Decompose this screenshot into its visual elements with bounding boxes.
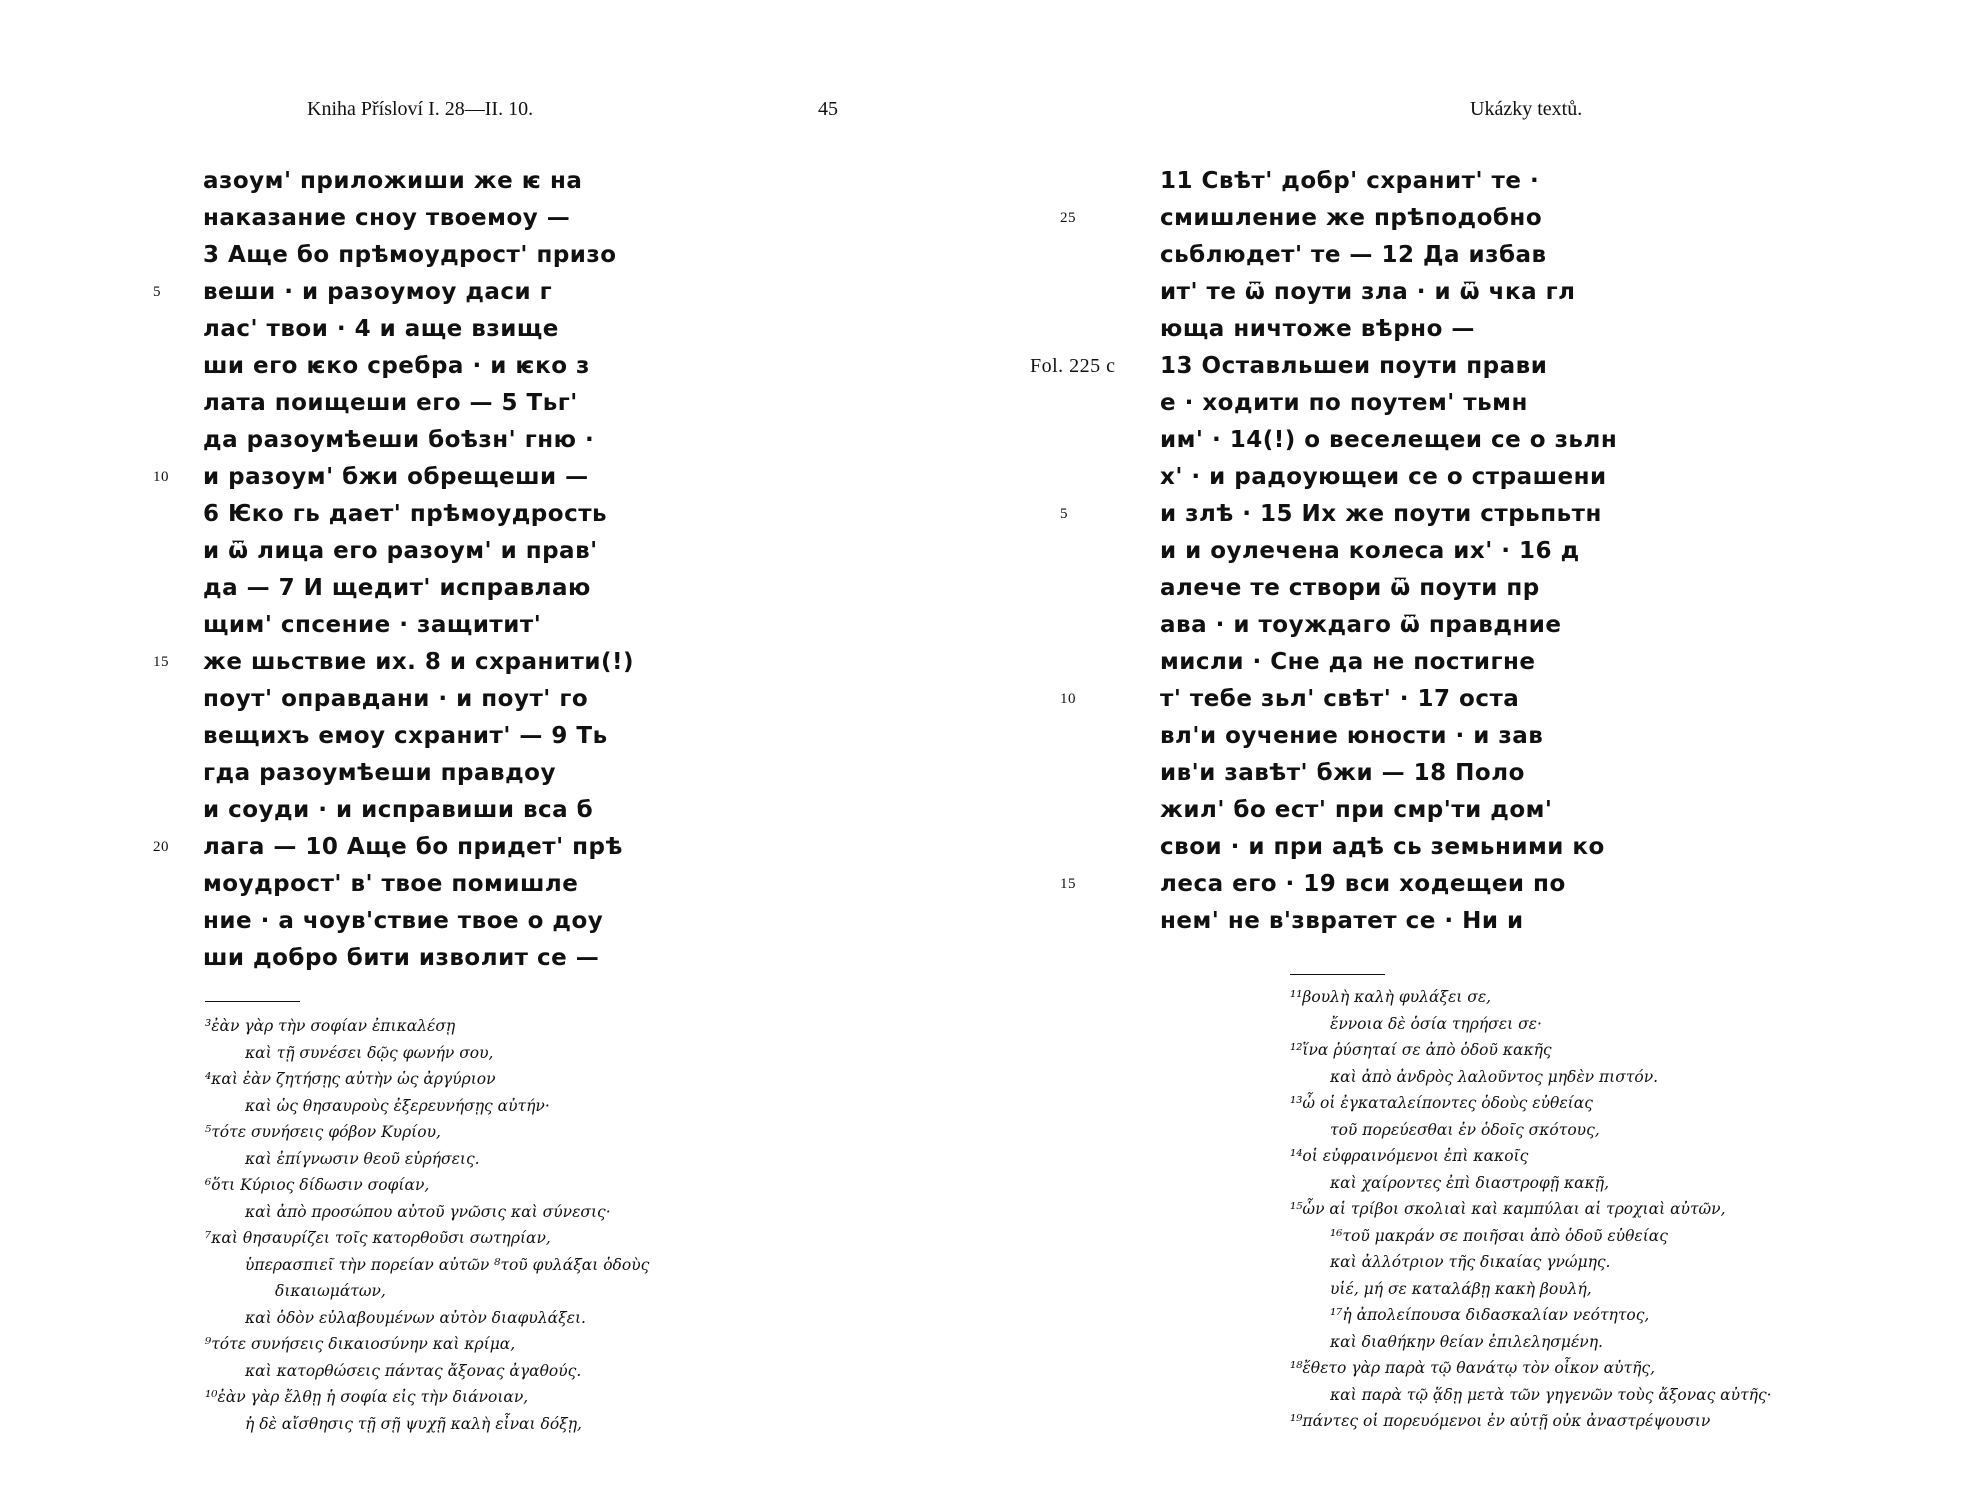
line-text: и ѿ лица его разоум' и прав' (203, 538, 598, 564)
text-line (203, 237, 843, 274)
text-line (1160, 570, 1800, 607)
right-text-column (1030, 163, 1800, 940)
greek-note-line: καὶ ἀπὸ προσώπου αὐτοῦ γνῶσις καὶ σύνεσις· (245, 1202, 611, 1221)
greek-note-line: καὶ ἐπίγνωσιν θεοῦ εὑρήσεις. (245, 1149, 480, 1168)
folio-marker: Fol. 225 c (1030, 355, 1116, 377)
text-line (203, 533, 843, 570)
line-text: свои · и при адѣ сь земьними ко (1160, 834, 1605, 860)
text-line (203, 496, 843, 533)
line-number: 20 (153, 839, 169, 855)
text-line (1060, 200, 1800, 237)
line-text: нем' не в'звратет се · Ни и (1160, 908, 1524, 934)
line-text: азоум' приложиши же ѥ на (203, 168, 583, 194)
line-text: им' · 14(!) о веселещеи се о зьлн (1160, 427, 1618, 453)
text-line (1160, 459, 1800, 496)
text-line (1160, 718, 1800, 755)
line-number: 10 (153, 469, 169, 485)
greek-note-line: ἔννοια δὲ ὁσία τηρήσει σε· (1330, 1014, 1542, 1033)
text-line (203, 755, 843, 792)
text-line (1160, 385, 1800, 422)
greek-note-line: ¹³ὦ οἱ ἐγκαταλείποντες ὁδοὺς εὐθείας (1290, 1094, 1593, 1112)
line-text: сьблюдет' те — 12 Да избав (1160, 242, 1547, 268)
line-number: 5 (1060, 506, 1068, 522)
page-number: 45 (818, 98, 838, 120)
text-line (203, 903, 843, 940)
text-line (1160, 533, 1800, 570)
line-number: 15 (1060, 876, 1076, 892)
greek-note-line: καὶ χαίροντες ἐπὶ διαστροφῇ κακῇ, (1330, 1173, 1609, 1192)
text-line (203, 866, 843, 903)
line-text: и разоум' бжи обрещеши — (203, 464, 589, 490)
right-running-head: Ukázky textů. (1470, 98, 1583, 120)
text-line (153, 644, 843, 681)
line-text: моудрост' в' твое помишле (203, 871, 579, 897)
line-text: наказание сноу твоемоу — (203, 205, 571, 231)
text-line (203, 385, 843, 422)
line-number: 25 (1060, 210, 1076, 226)
text-line (1160, 792, 1800, 829)
greek-note-line: καὶ ἀπὸ ἀνδρὸς λαλοῦντος μηδὲν πιστόν. (1330, 1067, 1659, 1086)
greek-note-line: ¹⁵ὧν αἱ τρίβοι σκολιαὶ καὶ καμπύλαι αἱ τροχιαὶ αὐτῶν, (1290, 1200, 1726, 1218)
greek-note-line: ὑπερασπιεῖ τὴν πορείαν αὐτῶν ⁸τοῦ φυλάξαι ὁδοὺς (245, 1255, 650, 1274)
text-line (203, 311, 843, 348)
line-text: жил' бо ест' при смр'ти дом' (1160, 797, 1553, 823)
text-line (1160, 607, 1800, 644)
text-line (1160, 755, 1800, 792)
text-line (1060, 866, 1800, 903)
line-text: ив'и завѣт' бжи — 18 Поло (1160, 760, 1525, 786)
left-text-column (153, 163, 843, 977)
text-line (1060, 496, 1800, 533)
greek-note-line: καὶ παρὰ τῷ ᾅδῃ μετὰ τῶν γηγενῶν τοὺς ἄξονας αὐτῆς· (1330, 1385, 1772, 1404)
right-greek-notes (1290, 984, 1772, 1435)
greek-note-line: καὶ κατορθώσεις πάντας ἄξονας ἀγαθούς. (245, 1361, 582, 1380)
line-text: и соуди · и исправиши вса б (203, 797, 594, 823)
line-text: ши его ѥко сребра · и ѥко з (203, 353, 590, 379)
right-footnote-rule (1290, 974, 1385, 975)
left-greek-notes (205, 1013, 649, 1437)
text-line (203, 348, 843, 385)
text-line (203, 681, 843, 718)
left-footnote-rule (205, 1001, 300, 1002)
text-line (153, 274, 843, 311)
text-line (1160, 644, 1800, 681)
text-line (203, 163, 843, 200)
line-text: щим' спсение · защитит' (203, 612, 542, 638)
line-text: смишление же прѣподобно (1160, 205, 1543, 231)
greek-note-line: ἡ δὲ αἴσθησις τῇ σῇ ψυχῇ καλὴ εἶναι δόξῃ, (245, 1414, 582, 1433)
text-line (1160, 903, 1800, 940)
line-text: 13 Оставльшеи поути прави (1160, 353, 1548, 379)
line-text: да разоумѣеши боѣзн' гню · (203, 427, 595, 453)
greek-note-line: ⁴καὶ ἐὰν ζητήσῃς αὐτὴν ὡς ἀργύριον (205, 1070, 496, 1088)
line-text: же шьствие их. 8 и схранити(!) (203, 649, 634, 675)
greek-note-line: καὶ ἀλλότριον τῆς δικαίας γνώμης. (1330, 1253, 1611, 1271)
line-text: ние · а чоув'ствие твое о доу (203, 908, 604, 934)
line-text: да — 7 И щедит' исправлаю (203, 575, 591, 601)
line-text: веши · и разоумоу даси г (203, 279, 553, 305)
greek-note-line: ⁶ὅτι Κύριος δίδωσιν σοφίαν, (205, 1176, 430, 1194)
text-line (1160, 274, 1800, 311)
line-text: мисли · Сне да не постигне (1160, 649, 1536, 675)
text-line (153, 459, 843, 496)
greek-note-line: καὶ ὡς θησαυροὺς ἐξερευνήσῃς αὐτήν· (245, 1096, 550, 1115)
line-text: ши добро бити изволит се — (203, 945, 600, 971)
greek-note-line: ³ἐὰν γὰρ τὴν σοφίαν ἐπικαλέσῃ (205, 1017, 456, 1035)
greek-note-line: ¹⁷ἡ ἀπολείπουσα διδασκαλίαν νεότητος, (1330, 1306, 1650, 1324)
text-line (203, 792, 843, 829)
line-text: лата поищеши его — 5 Тьг' (203, 390, 578, 416)
greek-note-line: καὶ τῇ συνέσει δῷς φωνήν σου, (245, 1043, 494, 1062)
line-text: ава · и тоуждаго ѿ правдние (1160, 612, 1562, 638)
line-number: 5 (153, 284, 161, 300)
text-line (203, 570, 843, 607)
left-running-head: Kniha Přísloví I. 28—II. 10. (307, 98, 534, 120)
greek-note-line: καὶ διαθήκην θείαν ἐπιλελησμένη. (1330, 1332, 1603, 1351)
greek-note-line: τοῦ πορεύεσθαι ἐν ὁδοῖς σκότους, (1330, 1120, 1600, 1139)
text-line (1160, 163, 1800, 200)
text-line (1160, 237, 1800, 274)
greek-note-line: ¹²ἵνα ῥύσηταί σε ἀπὸ ὁδοῦ κακῆς (1290, 1041, 1552, 1059)
line-text: лас' твои · 4 и аще взище (203, 316, 559, 342)
text-line (203, 200, 843, 237)
line-text: т' тебе зьл' свѣт' · 17 оста (1160, 686, 1520, 712)
greek-note-line: ¹¹βουλὴ καλὴ φυλάξει σε, (1290, 988, 1492, 1006)
line-text: вещихъ емоу схранит' — 9 Ть (203, 723, 608, 749)
greek-note-line: ⁵τότε συνήσεις φόβον Κυρίου, (205, 1123, 441, 1141)
greek-note-line: υἱέ, μή σε καταλάβῃ κακὴ βουλή, (1330, 1279, 1592, 1298)
line-text: юща ничтоже вѣрно — (1160, 316, 1475, 342)
text-line (1160, 422, 1800, 459)
text-line (153, 829, 843, 866)
line-text: 6 Ѥко гь дает' прѣмоудрость (203, 501, 608, 527)
line-text: лага — 10 Аще бо придет' прѣ (203, 834, 623, 860)
text-line (1060, 681, 1800, 718)
line-number: 15 (153, 654, 169, 670)
text-line (203, 607, 843, 644)
greek-note-line: ⁹τότε συνήσεις δικαιοσύνην καὶ κρίμα, (205, 1335, 516, 1353)
greek-note-line: ¹⁹πάντες οἱ πορευόμενοι ἐν αὐτῇ οὐκ ἀναστρέψουσιν (1290, 1412, 1711, 1430)
line-number: 10 (1060, 691, 1076, 707)
text-line (203, 422, 843, 459)
line-text: 3 Аще бо прѣмоудрост' призо (203, 242, 617, 268)
greek-note-line: ¹⁶τοῦ μακράν σε ποιῆσαι ἀπὸ ὁδοῦ εὐθείας (1330, 1226, 1668, 1245)
greek-note-line: ⁷καὶ θησαυρίζει τοῖς κατορθοῦσι σωτηρίαν, (205, 1229, 551, 1247)
greek-note-line: καὶ ὁδὸν εὐλαβουμένων αὐτὸν διαφυλάξει. (245, 1308, 586, 1327)
text-line (203, 718, 843, 755)
line-text: леса его · 19 вси ходещеи по (1160, 871, 1566, 897)
text-line (1160, 829, 1800, 866)
greek-note-line: ¹⁰ἐὰν γὰρ ἔλθῃ ἡ σοφία εἰς τὴν διάνοιαν, (205, 1388, 529, 1406)
line-text: поут' оправдани · и поут' го (203, 686, 589, 712)
line-text: ит' те ѿ поути зла · и ѿ чка гл (1160, 279, 1576, 305)
line-text: х' · и радоующеи се о страшени (1160, 464, 1607, 490)
line-text: и и оулечена колеса их' · 16 д (1160, 538, 1580, 564)
line-text: и злѣ · 15 Их же поути стрьпьтн (1160, 501, 1602, 527)
line-text: гда разоумѣеши правдоу (203, 760, 556, 786)
text-line (1030, 348, 1800, 385)
line-text: е · ходити по поутем' тьмн (1160, 390, 1528, 416)
greek-note-line: ¹⁸ἔθετο γὰρ παρὰ τῷ θανάτῳ τὸν οἶκον αὐτῆς, (1290, 1359, 1655, 1377)
greek-note-line: ¹⁴οἱ εὐφραινόμενοι ἐπὶ κακοῖς (1290, 1147, 1529, 1165)
line-text: вл'и оучение юности · и зав (1160, 723, 1544, 749)
line-text: алече те створи ѿ поути пр (1160, 575, 1540, 601)
text-line (203, 940, 843, 977)
greek-note-line: δικαιωμάτων, (275, 1282, 386, 1300)
line-text: 11 Свѣт' добр' схранит' те · (1160, 168, 1540, 194)
text-line (1160, 311, 1800, 348)
